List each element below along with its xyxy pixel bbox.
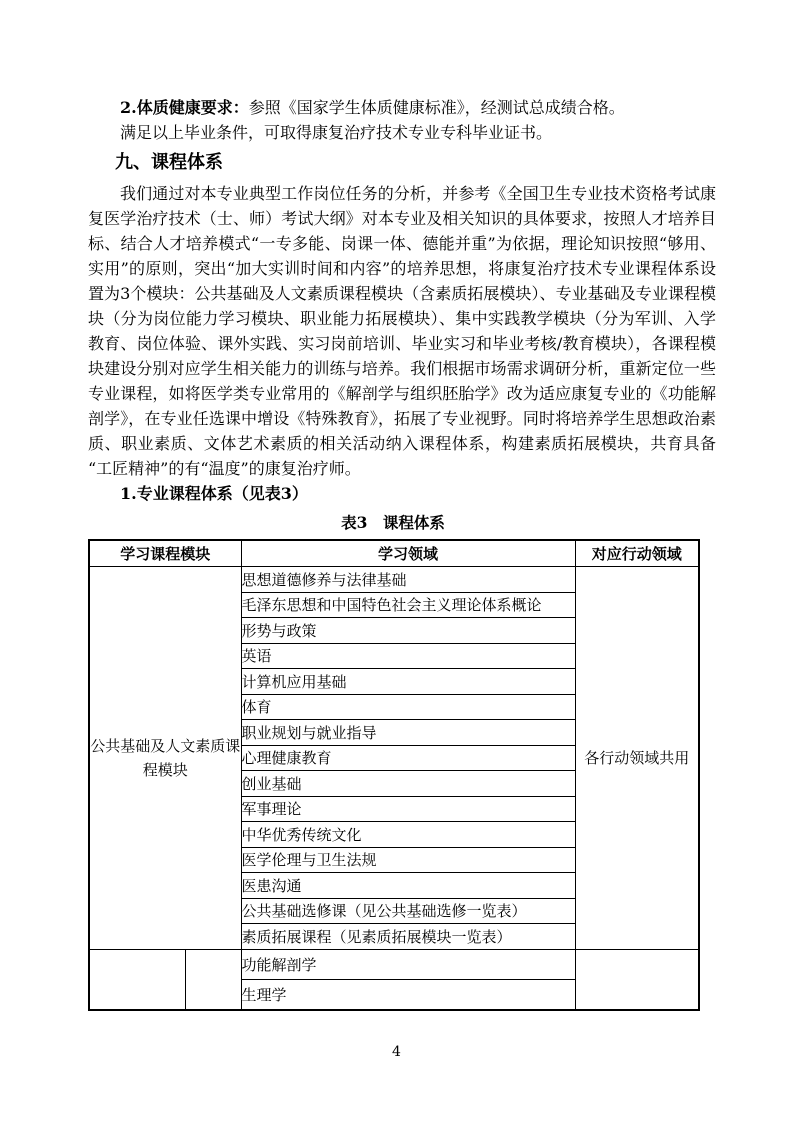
- course-cell: 素质拓展课程（见素质拓展模块一览表）: [241, 924, 575, 950]
- table-title: 表3 课程体系: [341, 513, 445, 532]
- module-cell: 公共基础及人文素质课程模块: [89, 567, 241, 950]
- column-header-learning-area: 学习领域: [241, 540, 575, 567]
- next-module-cell: [89, 949, 185, 1010]
- next-submodule-cell: [185, 949, 241, 1010]
- course-cell: 中华优秀传统文化: [241, 822, 575, 848]
- course-cell: 英语: [241, 643, 575, 669]
- column-header-action-area: 对应行动领域: [575, 540, 699, 567]
- course-cell: 心理健康教育: [241, 745, 575, 771]
- course-table: [88, 539, 700, 1011]
- course-cell: 功能解剖学: [241, 949, 575, 979]
- course-cell: 职业规划与就业指导: [241, 720, 575, 746]
- table-header-row: [89, 540, 699, 567]
- course-cell: 公共基础选修课（见公共基础选修一览表）: [241, 898, 575, 924]
- page-content: [88, 95, 716, 1011]
- course-cell: 生理学: [241, 979, 575, 1010]
- action-cell: 各行动领域共用: [575, 567, 699, 950]
- table-row: [89, 567, 699, 593]
- course-cell: 军事理论: [241, 796, 575, 822]
- para-graduation: 满足以上毕业条件，可取得康复治疗技术专业专科毕业证书。: [120, 123, 553, 142]
- sub-heading: 1.专业课程体系（见表3）: [120, 484, 308, 503]
- course-cell: 计算机应用基础: [241, 669, 575, 695]
- course-cell: 思想道德修养与法律基础: [241, 567, 575, 593]
- course-cell: 毛泽东思想和中国特色社会主义理论体系概论: [241, 592, 575, 618]
- course-cell: 医患沟通: [241, 873, 575, 899]
- course-cell: 体育: [241, 694, 575, 720]
- course-cell: 医学伦理与卫生法规: [241, 847, 575, 873]
- page-number: 4: [392, 1044, 401, 1060]
- course-cell: 创业基础: [241, 771, 575, 797]
- para-health-text: 参照《国家学生体质健康标准》，经测试总成绩合格。: [248, 98, 625, 117]
- column-header-module: 学习课程模块: [89, 540, 241, 567]
- next-action-cell: [575, 949, 699, 1010]
- para-health-label: 2.体质健康要求：: [120, 98, 249, 117]
- table-row: [89, 949, 699, 979]
- section-heading: 九、课程体系: [115, 152, 223, 173]
- para-health-requirement: [88, 95, 716, 120]
- para-main: 我们通过对本专业典型工作岗位任务的分析，并参考《全国卫生专业技术资格考试康复医学治疗技术（士、师）考试大纲》对本专业及相关知识的具体要求，按照人才培养目标、结合人才培养模式“一专多能、岗课一体、德能并重”为依据，理论知识按照“够用、实用”的原则，突出“加大实训时间和内容”的培养思想，将康复治疗技术专业课程体系设置为3个模块：公共基础及人文素质课程模块（含素质拓展模块）、专业基础及专业课程模块（分为岗位能力学习模块、职业能力拓展模块）、集中实践教学模块（分为军训、入学教育、岗位体验、课外实践、实习岗前培训、毕业实习和毕业考核/教育模块），各课程模块建设分别对应学生相关能力的训练与培养。我们根据市场需求调研分析，重新定位一些专业课程，如将医学类专业常用的《解剖学与组织胚胎学》改为适应康复专业的《功能解剖学》，在专业任选课中增设《特殊教育》，拓展了专业视野。同时将培养学生思想政治素质、职业素质、文体艺术素质的相关活动纳入课程体系，构建素质拓展模块，共育具备“工匠精神”的有“温度”的康复治疗师。: [88, 184, 716, 478]
- course-cell: 形势与政策: [241, 618, 575, 644]
